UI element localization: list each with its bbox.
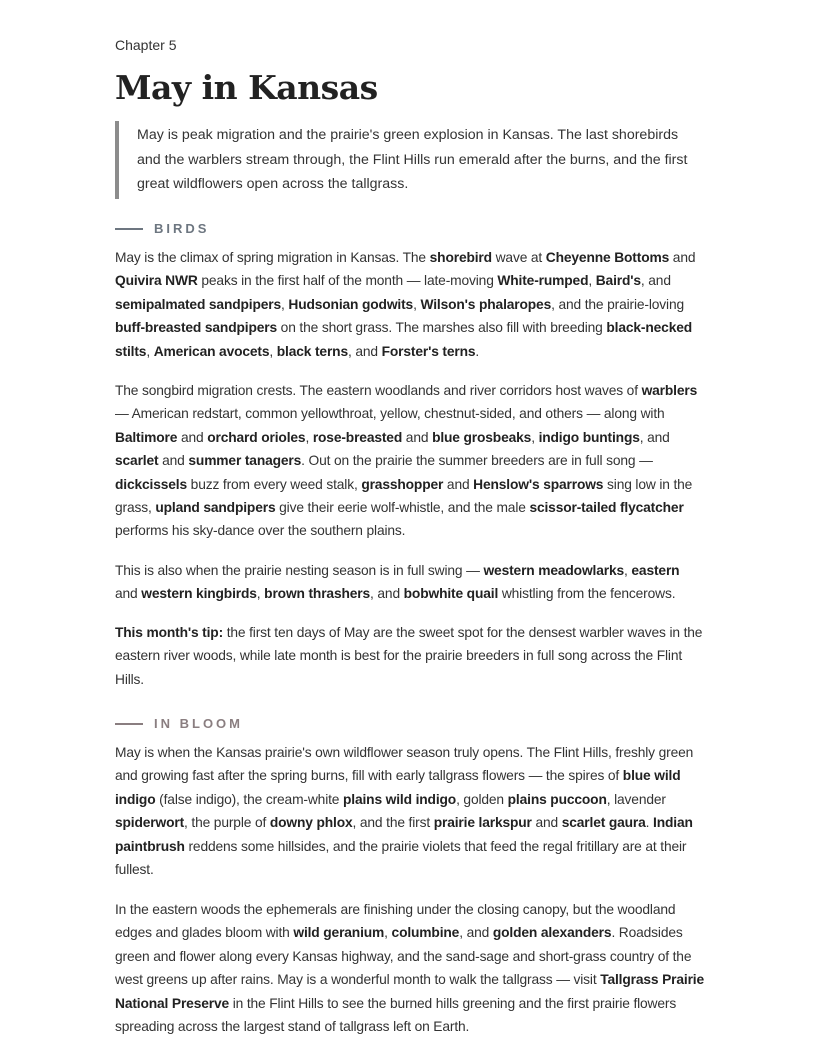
birds-paragraph	[115, 379, 705, 543]
text-run: give their eerie wolf-whistle, and the male	[275, 500, 530, 516]
text-run: May is when the Kansas prairie's own wildflower season truly opens. The Flint Hills, freshly green and growing fast after the spring burns, fill with early tallgrass flowers — the spires of	[115, 745, 694, 784]
text-run: This is also when the prairie nesting season is in full swing —	[115, 563, 484, 578]
bold-term: Baird's	[595, 273, 641, 289]
text-run: , and	[459, 925, 493, 941]
chapter-label: Chapter 5	[115, 37, 177, 53]
bold-term: grasshopper	[361, 476, 444, 492]
text-run: , and the prairie-loving	[551, 296, 685, 312]
section-heading-label: BIRDS	[154, 221, 210, 236]
text-run: , and	[639, 429, 670, 445]
bold-term: Tallgrass Prairie National Preserve	[115, 972, 705, 1011]
text-run: ,	[269, 343, 277, 359]
text-run: , lavender	[606, 791, 666, 807]
bold-term: columbine	[391, 925, 460, 941]
text-run: The songbird migration crests. The eastern woodlands and river corridors host waves of	[115, 383, 642, 398]
text-run: and	[158, 453, 189, 469]
bold-term: American avocets	[153, 343, 270, 359]
bold-term: blue grosbeaks	[432, 429, 532, 445]
text-run: — American redstart, common yellowthroat, yellow, chestnut-sided, and others — along with	[115, 406, 665, 422]
text-run: May is the climax of spring migration in Kansas. The	[115, 250, 430, 265]
bold-term: prairie larkspur	[433, 815, 532, 831]
bold-term: western kingbirds	[141, 586, 257, 602]
bold-term: shorebird	[429, 250, 492, 265]
text-run: and	[443, 476, 474, 492]
text-run: the first ten days of May are the sweet spot for the densest warbler waves in the eastern river woods, while late month is best for the prairie breeders in full song across the Flint Hills.	[115, 625, 703, 687]
birds-paragraph	[115, 559, 705, 606]
bold-term: Wilson's phalaropes	[420, 296, 552, 312]
heading-rule	[115, 228, 143, 230]
bold-term: summer tanagers	[188, 453, 302, 469]
bold-term: scarlet	[115, 453, 159, 469]
monthly-tip-paragraph	[115, 621, 705, 691]
section-heading-birds	[115, 221, 209, 236]
text-run: wave at	[491, 250, 546, 265]
text-run: reddens some hillsides, and the prairie violets that feed the regal fritillary are at their fullest.	[115, 838, 687, 878]
text-run: .	[645, 815, 654, 831]
text-run: on the short grass. The marshes also fill with breeding	[277, 320, 607, 336]
bold-term: plains puccoon	[507, 791, 607, 807]
bloom-paragraph	[115, 898, 705, 1038]
bold-term: dickcissels	[115, 476, 187, 492]
text-run: ,	[384, 925, 392, 941]
text-run: , golden	[456, 791, 508, 807]
text-run: , the purple of	[184, 815, 270, 831]
bold-term: Forster's terns	[381, 343, 476, 359]
bold-term: This month's tip:	[115, 625, 224, 640]
text-run: In the eastern woods the ephemerals are finishing under the closing canopy, but the woodland edges and glades bloom with	[115, 902, 676, 941]
text-run: ,	[531, 429, 539, 445]
text-run: ,	[413, 296, 421, 312]
bold-term: warblers	[641, 383, 698, 398]
bold-term: Baltimore	[115, 429, 178, 445]
text-run: ,	[305, 429, 313, 445]
bold-term: wild geranium	[293, 925, 385, 941]
text-run: in the Flint Hills to see the burned hills greening and the first prairie flowers spreading across the largest stand of tallgrass left on Earth.	[115, 995, 677, 1035]
text-run: performs his sky-dance over the southern plains.	[115, 523, 406, 539]
bold-term: Henslow's sparrows	[473, 476, 604, 492]
bold-term: buff-breasted sandpipers	[115, 320, 277, 336]
text-run: .	[475, 343, 480, 359]
bold-term: Hudsonian godwits	[288, 296, 414, 312]
bold-term: brown thrashers	[264, 586, 371, 602]
bold-term: rose-breasted	[312, 429, 403, 445]
section-heading-label: IN BLOOM	[154, 716, 243, 731]
bold-term: Cheyenne Bottoms	[545, 250, 670, 265]
text-run: buzz from every weed stalk,	[187, 476, 362, 492]
bold-term: black terns	[276, 343, 348, 359]
bold-term: orchard orioles	[207, 429, 306, 445]
text-run: and	[402, 429, 433, 445]
text-run: , and	[370, 586, 404, 602]
bold-term: Quivira NWR	[115, 273, 198, 289]
text-run: ,	[624, 563, 632, 578]
page-title: May in Kansas	[115, 68, 378, 107]
bold-term: upland sandpipers	[155, 500, 276, 516]
text-run: ,	[256, 586, 265, 602]
text-run: ,	[588, 273, 596, 289]
text-run: , and	[347, 343, 382, 359]
heading-rule	[115, 723, 143, 725]
text-run: and	[177, 429, 208, 445]
bold-term: plains wild indigo	[343, 791, 457, 807]
bloom-paragraph	[115, 741, 705, 881]
text-run: and	[669, 250, 696, 265]
intro-blockquote: May is peak migration and the prairie's green explosion in Kansas. The last shorebirds and the warblers stream through, the Flint Hills run emerald after the burns, and the first great wildflowers open across the tallgrass.	[115, 121, 705, 199]
bold-term: black-necked stilts	[115, 320, 693, 359]
bold-term: spiderwort	[115, 815, 185, 831]
bold-term: eastern	[631, 563, 680, 578]
text-run: . Out on the prairie the summer breeders are in full song —	[301, 453, 653, 469]
text-run: whistling from the fencerows.	[498, 586, 676, 602]
bold-term: golden alexanders	[492, 925, 612, 941]
bold-term: scissor-tailed flycatcher	[529, 500, 684, 516]
text-run: , and the first	[352, 815, 434, 831]
text-run: , and	[640, 273, 671, 289]
text-run: and	[115, 586, 142, 602]
bold-term: western meadowlarks	[483, 563, 625, 578]
text-run: sing low in the grass,	[115, 476, 693, 516]
bold-term: White-rumped	[497, 273, 589, 289]
text-run: peaks in the first half of the month — late-moving	[197, 273, 498, 289]
bold-term: scarlet gaura	[561, 815, 646, 831]
text-run: ,	[146, 343, 154, 359]
bold-term: Indian paintbrush	[115, 815, 693, 854]
birds-paragraph	[115, 246, 705, 363]
bold-term: indigo buntings	[538, 429, 640, 445]
bold-term: bobwhite quail	[403, 586, 499, 602]
section-heading-in-bloom	[115, 716, 243, 731]
text-run: and	[531, 815, 562, 831]
bold-term: downy phlox	[269, 815, 353, 831]
text-run: (false indigo), the cream-white	[155, 791, 344, 807]
text-run: ,	[281, 296, 289, 312]
bold-term: semipalmated sandpipers	[115, 296, 282, 312]
bold-term: blue wild indigo	[115, 768, 681, 807]
text-run: . Roadsides green and flower along every Kansas highway, and the sand-sage and short-grass country of the west greens up after rains. May is a wonderful month to walk the tallgrass — visit	[115, 925, 692, 988]
